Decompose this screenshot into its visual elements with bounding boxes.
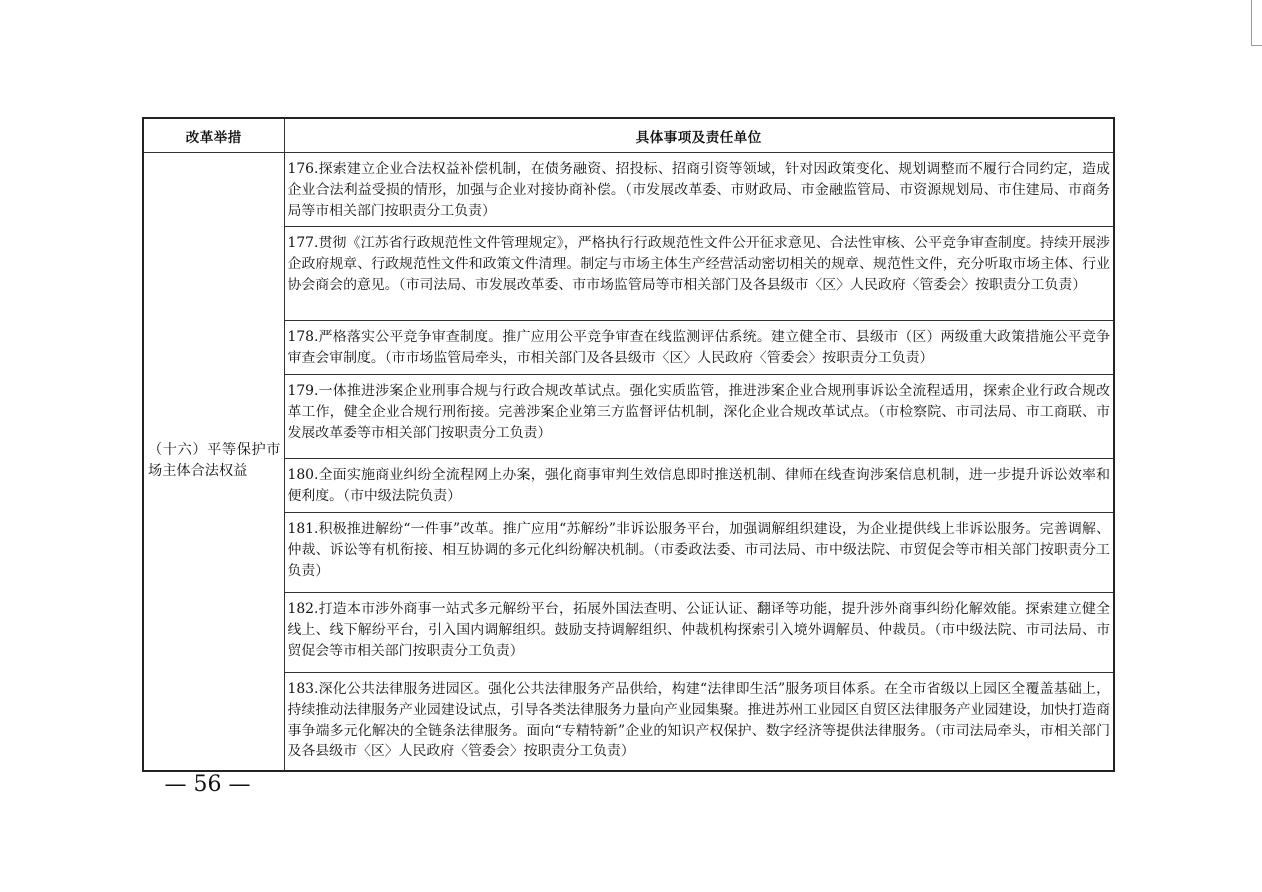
item-176: 176.探索建立企业合法权益补偿机制，在债务融资、招投标、招商引资等领域，针对因政策变化、规划调整而不履行合同约定，造成企业合法利益受损的情形，加强与企业对接协商补偿。（市发展改革委、市财政局、市金融监管局、市资源规划局、市住建局、市商务局等市相关部门按职责分工负责） [284, 153, 1114, 227]
reform-measures-table [142, 117, 1115, 772]
item-181: 181.积极推进解纷“一件事”改革。推广应用“苏解纷”非诉讼服务平台，加强调解组织建设，为企业提供线上非诉讼服务。完善调解、仲裁、诉讼等有机衔接、相互协调的多元化纠纷解决机制。（市委政法委、市司法局、市中级法院、市贸促会等市相关部门按职责分工负责） [284, 512, 1114, 592]
crop-mark-vertical [1251, 0, 1252, 45]
header-detail: 具体事项及责任单位 [284, 118, 1114, 153]
item-178: 178.严格落实公平竞争审查制度。推广应用公平竞争审查在线监测评估系统。建立健全市、县级市（区）两级重大政策措施公平竞争审查会审制度。（市市场监管局牵头，市相关部门及各县级市〈区〉人民政府〈管委会〉按职责分工负责） [284, 321, 1114, 375]
table-row [143, 458, 1114, 512]
item-180: 180.全面实施商业纠纷全流程网上办案，强化商事审判生效信息即时推送机制、律师在线查询涉案信息机制，进一步提升诉讼效率和便利度。（市中级法院负责） [284, 458, 1114, 512]
item-182: 182.打造本市涉外商事一站式多元解纷平台，拓展外国法查明、公证认证、翻译等功能，提升涉外商事纠纷化解效能。探索建立健全线上、线下解纷平台，引入国内调解组织。鼓励支持调解组织、仲裁机构探索引入境外调解员、仲裁员。（市中级法院、市司法局、市贸促会等市相关部门按职责分工负责） [284, 592, 1114, 672]
table-row [143, 672, 1114, 771]
header-measure: 改革举措 [143, 118, 284, 153]
item-179: 179.一体推进涉案企业刑事合规与行政合规改革试点。强化实质监管，推进涉案企业合规刑事诉讼全流程适用，探索企业行政合规改革工作，健全企业合规行刑衔接。完善涉案企业第三方监督评估机制，深化企业合规改革试点。（市检察院、市司法局、市工商联、市发展改革委等市相关部门按职责分工负责） [284, 374, 1114, 458]
crop-mark-horizontal [1251, 45, 1262, 46]
table-row [143, 592, 1114, 672]
table-row [143, 153, 1114, 227]
table-row [143, 321, 1114, 375]
item-183: 183.深化公共法律服务进园区。强化公共法律服务产品供给，构建“法律即生活”服务项目体系。在全市省级以上园区全覆盖基础上，持续推动法律服务产业园建设试点，引导各类法律服务力量向产业园集聚。推进苏州工业园区自贸区法律服务产业园建设，加快打造商事争端多元化解决的全链条法律服务。面向“专精特新”企业的知识产权保护、数字经济等提供法律服务。（市司法局牵头，市相关部门及各县级市〈区〉人民政府〈管委会〉按职责分工负责） [284, 672, 1114, 771]
table-row [143, 227, 1114, 321]
item-177: 177.贯彻《江苏省行政规范性文件管理规定》，严格执行行政规范性文件公开征求意见、合法性审核、公平竞争审查制度。持续开展涉企政府规章、行政规范性文件和政策文件清理。制定与市场主体生产经营活动密切相关的规章、规范性文件，充分听取市场主体、行业协会商会的意见。（市司法局、市发展改革委、市市场监管局等市相关部门及各县级市〈区〉人民政府〈管委会〉按职责分工负责） [284, 227, 1114, 321]
table-row [143, 374, 1114, 458]
page-number: — 56 — [164, 772, 251, 797]
table-row [143, 512, 1114, 592]
measure-cell: （十六）平等保护市场主体合法权益 [143, 153, 284, 771]
table-header-row [143, 118, 1114, 153]
